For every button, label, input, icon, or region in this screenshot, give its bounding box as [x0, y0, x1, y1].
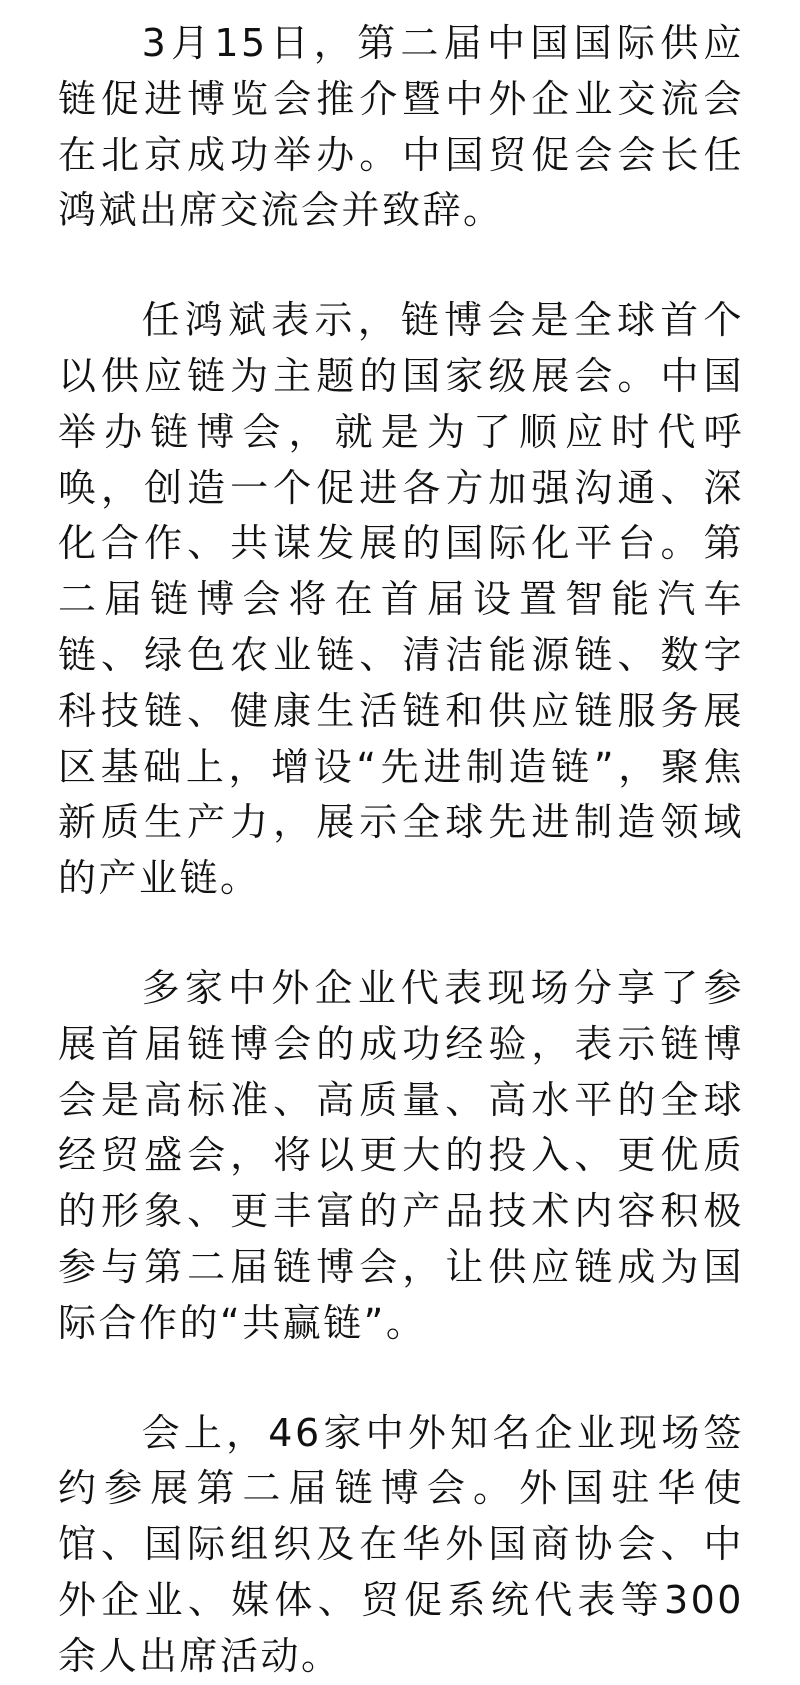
paragraph-4: 会上，46家中外知名企业现场签约参展第二届链博会。外国驻华使馆、国际组织及在华外国商协会、中外企业、媒体、贸促系统代表等300余人出席活动。 — [58, 1410, 744, 1678]
paragraph-3: 多家中外企业代表现场分享了参展首届链博会的成功经验，表示链博会是高标准、高质量、高水平的全球经贸盛会，将以更大的投入、更优质的形象、更丰富的产品技术内容积极参与第二届链博会，让供应链成为国际合作的“共赢链”。 — [58, 965, 744, 1345]
paragraph-1: 3月15日，第二届中国国际供应链促进博览会推介暨中外企业交流会在北京成功举办。中国贸促会会长任鸿斌出席交流会并致辞。 — [58, 21, 744, 233]
article-body — [58, 16, 744, 1685]
paragraph-2: 任鸿斌表示，链博会是全球首个以供应链为主题的国家级展会。中国举办链博会，就是为了顺应时代呼唤，创造一个促进各方加强沟通、深化合作、共谋发展的国际化平台。第二届链博会将在首届设置智能汽车链、绿色农业链、清洁能源链、数字科技链、健康生活链和供应链服务展区基础上，增设“先进制造链”，聚焦新质生产力，展示全球先进制造领域的产业链。 — [58, 298, 744, 901]
